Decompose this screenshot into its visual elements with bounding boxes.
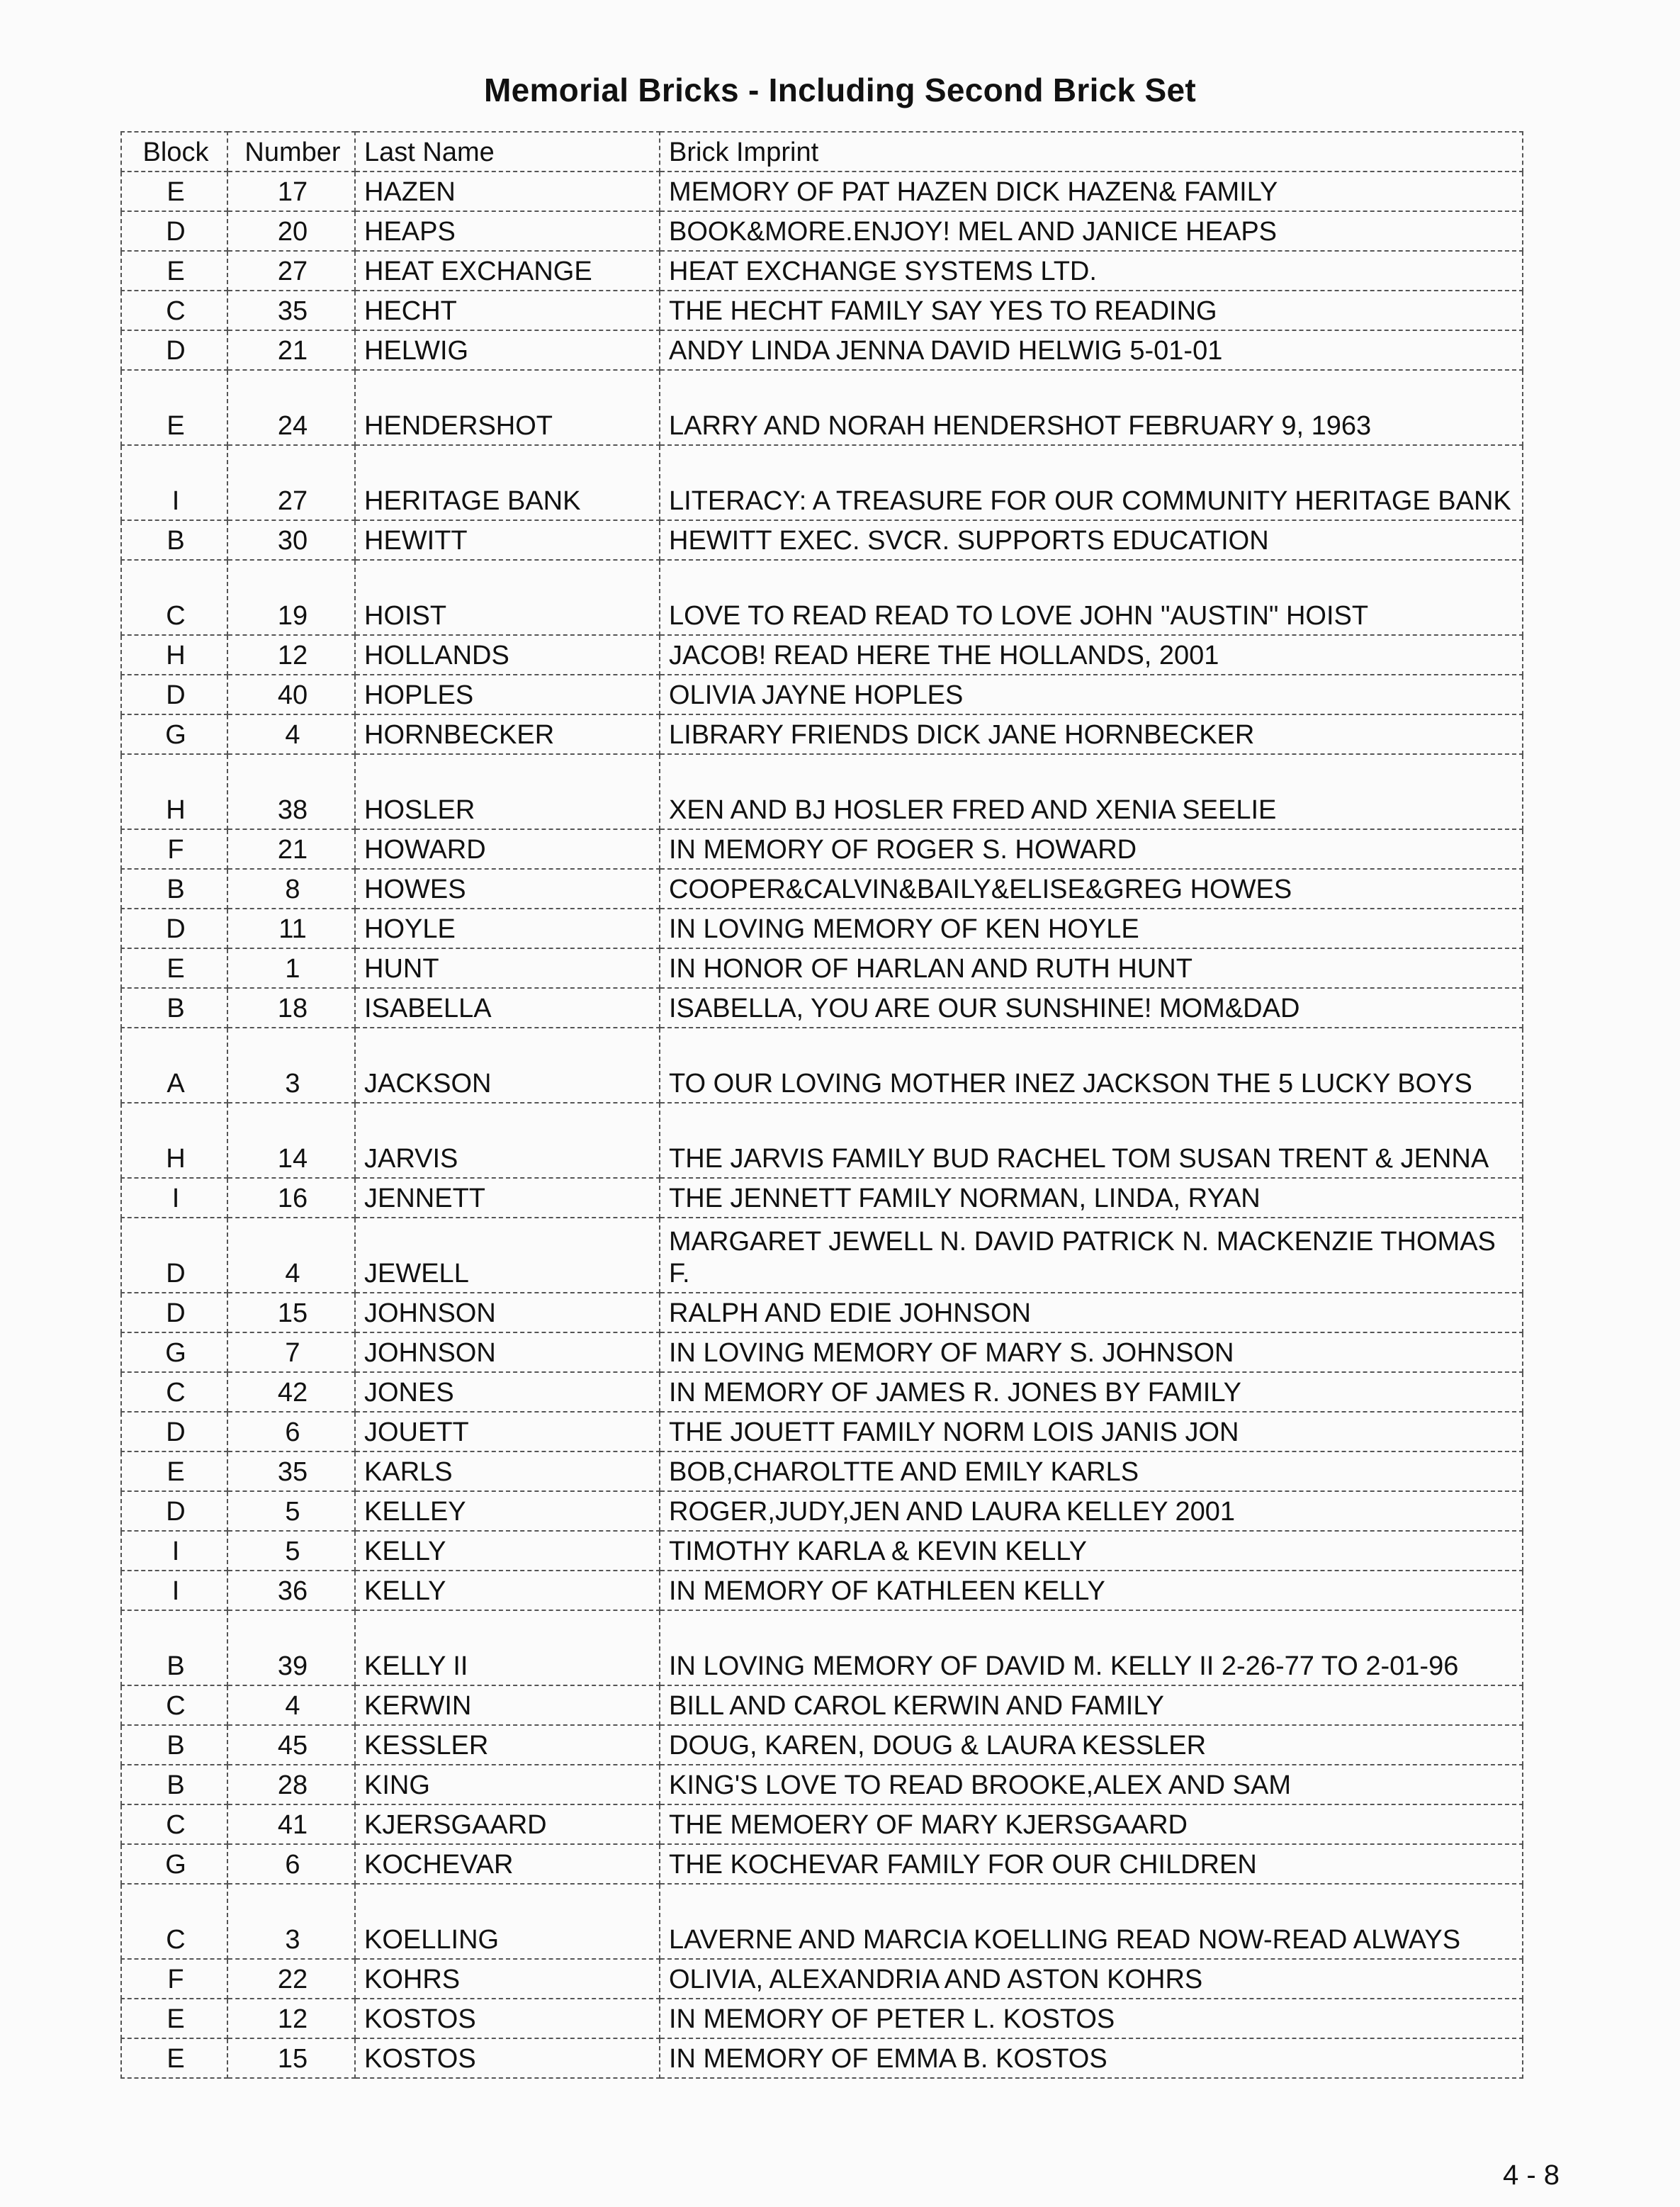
cell-number: 14	[227, 1103, 355, 1178]
cell-last-name: KELLY II	[355, 1610, 660, 1685]
table-row	[121, 988, 1523, 1028]
cell-block: B	[121, 1765, 227, 1804]
cell-number: 6	[227, 1844, 355, 1884]
cell-brick-imprint: LARRY AND NORAH HENDERSHOT FEBRUARY 9, 1963	[660, 370, 1523, 445]
cell-brick-imprint: RALPH AND EDIE JOHNSON	[660, 1293, 1523, 1332]
page-number: 4 - 8	[1502, 2160, 1560, 2191]
cell-brick-imprint: MARGARET JEWELL N. DAVID PATRICK N. MACKENZIE THOMAS F.	[660, 1218, 1523, 1293]
column-header-brick-imprint: Brick Imprint	[660, 132, 1523, 172]
cell-block: A	[121, 1028, 227, 1103]
cell-last-name: HOPLES	[355, 675, 660, 714]
table-row	[121, 1451, 1523, 1491]
cell-block: B	[121, 988, 227, 1028]
cell-brick-imprint: LOVE TO READ READ TO LOVE JOHN "AUSTIN" HOIST	[660, 560, 1523, 635]
table-row	[121, 675, 1523, 714]
cell-brick-imprint: ANDY LINDA JENNA DAVID HELWIG 5-01-01	[660, 330, 1523, 370]
cell-brick-imprint: OLIVIA JAYNE HOPLES	[660, 675, 1523, 714]
cell-block: D	[121, 1293, 227, 1332]
cell-brick-imprint: DOUG, KAREN, DOUG & LAURA KESSLER	[660, 1725, 1523, 1765]
cell-last-name: HELWIG	[355, 330, 660, 370]
cell-brick-imprint: THE MEMOERY OF MARY KJERSGAARD	[660, 1804, 1523, 1844]
cell-number: 7	[227, 1332, 355, 1372]
table-row	[121, 1332, 1523, 1372]
table-row	[121, 445, 1523, 520]
table-row	[121, 1372, 1523, 1412]
cell-block: E	[121, 251, 227, 291]
cell-brick-imprint: KING'S LOVE TO READ BROOKE,ALEX AND SAM	[660, 1765, 1523, 1804]
table-row	[121, 172, 1523, 211]
cell-brick-imprint: IN MEMORY OF JAMES R. JONES BY FAMILY	[660, 1372, 1523, 1412]
cell-number: 11	[227, 909, 355, 948]
cell-brick-imprint: IN MEMORY OF ROGER S. HOWARD	[660, 829, 1523, 869]
cell-brick-imprint: MEMORY OF PAT HAZEN DICK HAZEN& FAMILY	[660, 172, 1523, 211]
table-row	[121, 1531, 1523, 1571]
cell-number: 27	[227, 445, 355, 520]
cell-number: 20	[227, 211, 355, 251]
cell-brick-imprint: BOOK&MORE.ENJOY! MEL AND JANICE HEAPS	[660, 211, 1523, 251]
cell-number: 35	[227, 1451, 355, 1491]
table-row	[121, 560, 1523, 635]
table-row	[121, 1491, 1523, 1531]
cell-block: D	[121, 330, 227, 370]
cell-brick-imprint: COOPER&CALVIN&BAILY&ELISE&GREG HOWES	[660, 869, 1523, 909]
cell-last-name: HOYLE	[355, 909, 660, 948]
page-title: Memorial Bricks - Including Second Brick Set	[483, 72, 1196, 108]
cell-brick-imprint: LITERACY: A TREASURE FOR OUR COMMUNITY HERITAGE BANK	[660, 445, 1523, 520]
cell-block: E	[121, 1451, 227, 1491]
cell-brick-imprint: ROGER,JUDY,JEN AND LAURA KELLEY 2001	[660, 1491, 1523, 1531]
cell-last-name: KOELLING	[355, 1884, 660, 1959]
table-row	[121, 1610, 1523, 1685]
table-row	[121, 1685, 1523, 1725]
cell-block: F	[121, 829, 227, 869]
cell-last-name: KJERSGAARD	[355, 1804, 660, 1844]
cell-block: B	[121, 869, 227, 909]
cell-block: I	[121, 1571, 227, 1610]
cell-block: D	[121, 909, 227, 948]
cell-last-name: KOSTOS	[355, 2038, 660, 2078]
cell-block: H	[121, 1103, 227, 1178]
cell-last-name: HORNBECKER	[355, 714, 660, 754]
cell-brick-imprint: HEAT EXCHANGE SYSTEMS LTD.	[660, 251, 1523, 291]
cell-last-name: HECHT	[355, 291, 660, 330]
cell-number: 5	[227, 1531, 355, 1571]
table-row	[121, 1218, 1523, 1293]
cell-number: 3	[227, 1884, 355, 1959]
cell-number: 21	[227, 330, 355, 370]
cell-block: C	[121, 560, 227, 635]
cell-number: 36	[227, 1571, 355, 1610]
cell-brick-imprint: ISABELLA, YOU ARE OUR SUNSHINE! MOM&DAD	[660, 988, 1523, 1028]
table-row	[121, 869, 1523, 909]
table-row	[121, 948, 1523, 988]
cell-block: H	[121, 754, 227, 829]
cell-number: 41	[227, 1804, 355, 1844]
table-row	[121, 291, 1523, 330]
table-row	[121, 370, 1523, 445]
cell-block: D	[121, 1218, 227, 1293]
cell-last-name: HOSLER	[355, 754, 660, 829]
cell-brick-imprint: IN MEMORY OF PETER L. KOSTOS	[660, 1999, 1523, 2038]
cell-block: I	[121, 1178, 227, 1218]
cell-brick-imprint: THE JENNETT FAMILY NORMAN, LINDA, RYAN	[660, 1178, 1523, 1218]
cell-number: 45	[227, 1725, 355, 1765]
cell-brick-imprint: XEN AND BJ HOSLER FRED AND XENIA SEELIE	[660, 754, 1523, 829]
cell-block: I	[121, 1531, 227, 1571]
cell-block: B	[121, 520, 227, 560]
cell-last-name: JOHNSON	[355, 1293, 660, 1332]
cell-number: 21	[227, 829, 355, 869]
table-row	[121, 909, 1523, 948]
table-row	[121, 635, 1523, 675]
cell-last-name: HOLLANDS	[355, 635, 660, 675]
cell-last-name: KOHRS	[355, 1959, 660, 1999]
table-row	[121, 1999, 1523, 2038]
table-row	[121, 1412, 1523, 1451]
cell-number: 8	[227, 869, 355, 909]
cell-brick-imprint: IN MEMORY OF KATHLEEN KELLY	[660, 1571, 1523, 1610]
cell-brick-imprint: TO OUR LOVING MOTHER INEZ JACKSON THE 5 LUCKY BOYS	[660, 1028, 1523, 1103]
table-row	[121, 1959, 1523, 1999]
cell-brick-imprint: IN LOVING MEMORY OF DAVID M. KELLY II 2-26-77 TO 2-01-96	[660, 1610, 1523, 1685]
cell-number: 38	[227, 754, 355, 829]
cell-last-name: KELLY	[355, 1531, 660, 1571]
cell-last-name: HERITAGE BANK	[355, 445, 660, 520]
cell-last-name: JONES	[355, 1372, 660, 1412]
cell-last-name: HOWES	[355, 869, 660, 909]
column-header-last-name: Last Name	[355, 132, 660, 172]
table-row	[121, 1571, 1523, 1610]
cell-block: G	[121, 714, 227, 754]
cell-last-name: KESSLER	[355, 1725, 660, 1765]
table-row	[121, 1178, 1523, 1218]
cell-block: F	[121, 1959, 227, 1999]
cell-block: E	[121, 172, 227, 211]
table-row	[121, 1844, 1523, 1884]
cell-brick-imprint: JACOB! READ HERE THE HOLLANDS, 2001	[660, 635, 1523, 675]
cell-last-name: KOCHEVAR	[355, 1844, 660, 1884]
cell-number: 3	[227, 1028, 355, 1103]
cell-last-name: JACKSON	[355, 1028, 660, 1103]
cell-brick-imprint: THE JARVIS FAMILY BUD RACHEL TOM SUSAN TRENT & JENNA	[660, 1103, 1523, 1178]
cell-block: E	[121, 948, 227, 988]
cell-brick-imprint: BILL AND CAROL KERWIN AND FAMILY	[660, 1685, 1523, 1725]
cell-number: 42	[227, 1372, 355, 1412]
cell-brick-imprint: THE HECHT FAMILY SAY YES TO READING	[660, 291, 1523, 330]
table-row	[121, 1725, 1523, 1765]
table-row	[121, 1293, 1523, 1332]
cell-brick-imprint: IN LOVING MEMORY OF MARY S. JOHNSON	[660, 1332, 1523, 1372]
cell-last-name: HEWITT	[355, 520, 660, 560]
cell-number: 16	[227, 1178, 355, 1218]
cell-block: G	[121, 1844, 227, 1884]
table-row	[121, 714, 1523, 754]
cell-block: I	[121, 445, 227, 520]
cell-last-name: JARVIS	[355, 1103, 660, 1178]
cell-last-name: JEWELL	[355, 1218, 660, 1293]
column-header-block: Block	[121, 132, 227, 172]
cell-block: B	[121, 1610, 227, 1685]
table-row	[121, 1103, 1523, 1178]
cell-brick-imprint: THE JOUETT FAMILY NORM LOIS JANIS JON	[660, 1412, 1523, 1451]
cell-number: 4	[227, 1218, 355, 1293]
cell-block: E	[121, 1999, 227, 2038]
cell-last-name: KELLY	[355, 1571, 660, 1610]
memorial-bricks-table	[120, 131, 1523, 2079]
cell-last-name: KARLS	[355, 1451, 660, 1491]
cell-last-name: JOUETT	[355, 1412, 660, 1451]
cell-block: D	[121, 675, 227, 714]
cell-number: 19	[227, 560, 355, 635]
cell-number: 12	[227, 635, 355, 675]
cell-number: 17	[227, 172, 355, 211]
table-header-row	[121, 132, 1523, 172]
cell-block: D	[121, 211, 227, 251]
cell-brick-imprint: LAVERNE AND MARCIA KOELLING READ NOW-READ ALWAYS	[660, 1884, 1523, 1959]
cell-block: G	[121, 1332, 227, 1372]
cell-last-name: HOIST	[355, 560, 660, 635]
cell-number: 28	[227, 1765, 355, 1804]
cell-block: C	[121, 1884, 227, 1959]
table-row	[121, 330, 1523, 370]
cell-brick-imprint: OLIVIA, ALEXANDRIA AND ASTON KOHRS	[660, 1959, 1523, 1999]
table-row	[121, 829, 1523, 869]
cell-number: 40	[227, 675, 355, 714]
cell-last-name: JOHNSON	[355, 1332, 660, 1372]
cell-last-name: JENNETT	[355, 1178, 660, 1218]
table-row	[121, 251, 1523, 291]
cell-number: 12	[227, 1999, 355, 2038]
cell-number: 4	[227, 714, 355, 754]
cell-number: 39	[227, 1610, 355, 1685]
cell-number: 22	[227, 1959, 355, 1999]
cell-last-name: ISABELLA	[355, 988, 660, 1028]
cell-last-name: HEAT EXCHANGE	[355, 251, 660, 291]
cell-block: E	[121, 2038, 227, 2078]
cell-last-name: KING	[355, 1765, 660, 1804]
cell-block: H	[121, 635, 227, 675]
cell-last-name: HUNT	[355, 948, 660, 988]
table-row	[121, 1804, 1523, 1844]
cell-brick-imprint: BOB,CHAROLTTE AND EMILY KARLS	[660, 1451, 1523, 1491]
cell-last-name: KERWIN	[355, 1685, 660, 1725]
cell-last-name: HENDERSHOT	[355, 370, 660, 445]
table-row	[121, 2038, 1523, 2078]
cell-number: 35	[227, 291, 355, 330]
table-body	[121, 172, 1523, 2078]
cell-brick-imprint: LIBRARY FRIENDS DICK JANE HORNBECKER	[660, 714, 1523, 754]
cell-brick-imprint: HEWITT EXEC. SVCR. SUPPORTS EDUCATION	[660, 520, 1523, 560]
cell-last-name: HOWARD	[355, 829, 660, 869]
cell-brick-imprint: THE KOCHEVAR FAMILY FOR OUR CHILDREN	[660, 1844, 1523, 1884]
cell-block: B	[121, 1725, 227, 1765]
cell-number: 27	[227, 251, 355, 291]
table-row	[121, 754, 1523, 829]
cell-number: 30	[227, 520, 355, 560]
cell-last-name: HAZEN	[355, 172, 660, 211]
cell-last-name: HEAPS	[355, 211, 660, 251]
cell-number: 15	[227, 1293, 355, 1332]
table-row	[121, 520, 1523, 560]
cell-number: 1	[227, 948, 355, 988]
cell-block: C	[121, 291, 227, 330]
column-header-number: Number	[227, 132, 355, 172]
cell-brick-imprint: IN HONOR OF HARLAN AND RUTH HUNT	[660, 948, 1523, 988]
cell-number: 6	[227, 1412, 355, 1451]
cell-last-name: KOSTOS	[355, 1999, 660, 2038]
table-row	[121, 1765, 1523, 1804]
table-row	[121, 211, 1523, 251]
cell-number: 24	[227, 370, 355, 445]
cell-brick-imprint: IN LOVING MEMORY OF KEN HOYLE	[660, 909, 1523, 948]
cell-block: C	[121, 1804, 227, 1844]
cell-number: 15	[227, 2038, 355, 2078]
table-row	[121, 1028, 1523, 1103]
cell-number: 4	[227, 1685, 355, 1725]
cell-number: 18	[227, 988, 355, 1028]
cell-block: C	[121, 1685, 227, 1725]
cell-block: C	[121, 1372, 227, 1412]
cell-block: D	[121, 1491, 227, 1531]
cell-brick-imprint: IN MEMORY OF EMMA B. KOSTOS	[660, 2038, 1523, 2078]
table-row	[121, 1884, 1523, 1959]
cell-number: 5	[227, 1491, 355, 1531]
cell-brick-imprint: TIMOTHY KARLA & KEVIN KELLY	[660, 1531, 1523, 1571]
cell-block: D	[121, 1412, 227, 1451]
cell-last-name: KELLEY	[355, 1491, 660, 1531]
cell-block: E	[121, 370, 227, 445]
